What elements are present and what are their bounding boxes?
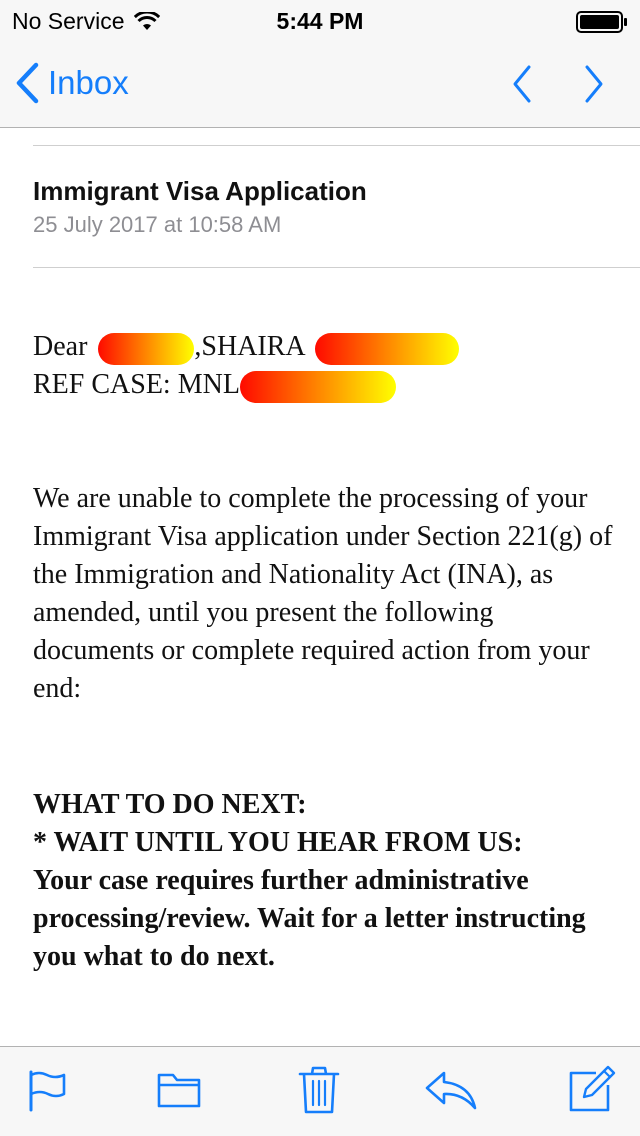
trash-icon[interactable] [298,1065,340,1115]
status-time: 5:44 PM [276,8,364,34]
next-steps-heading: WHAT TO DO NEXT: [33,789,307,820]
chevron-left-icon [14,62,40,104]
greeting-block [33,328,613,404]
folder-icon[interactable] [156,1069,202,1109]
compose-icon[interactable] [568,1065,618,1113]
greeting-name: ,SHAIRA [194,331,305,362]
wait-instructions: Your case requires further administrative processing/review. Wait for a letter instructing you what to do next. [33,865,586,972]
inbox-back-button[interactable] [14,62,129,104]
next-message-button[interactable] [580,64,608,104]
greeting-prefix: Dear [33,331,88,362]
status-bar [0,0,640,40]
wait-heading: * WAIT UNTIL YOU HEAR FROM US: [33,827,523,858]
nav-bar [0,40,640,128]
email-date: 25 July 2017 at 10:58 AM [33,212,282,237]
redacted-case-number [240,371,396,403]
body-paragraph: We are unable to complete the processing of your Immigrant Visa application under Section 221(g) of the Immigration and Nationality Act (INA), as amended, until you present the following documents or complete required action from your end: [33,483,613,704]
greeting-line [33,328,613,366]
next-steps-block [33,786,613,976]
previous-message-button[interactable] [508,64,536,104]
flag-icon[interactable] [28,1069,68,1113]
ref-case-line [33,366,613,404]
back-label: Inbox [48,64,129,101]
divider [33,267,640,268]
bottom-toolbar [0,1046,640,1136]
divider [33,145,640,146]
email-subject: Immigrant Visa Application [33,176,367,206]
reply-icon[interactable] [424,1069,478,1111]
redacted-name [98,333,194,365]
redacted-surname [315,333,459,365]
carrier-label: No Service [12,8,125,34]
ref-case-prefix: REF CASE: MNL [33,369,240,400]
battery-icon [576,11,628,33]
